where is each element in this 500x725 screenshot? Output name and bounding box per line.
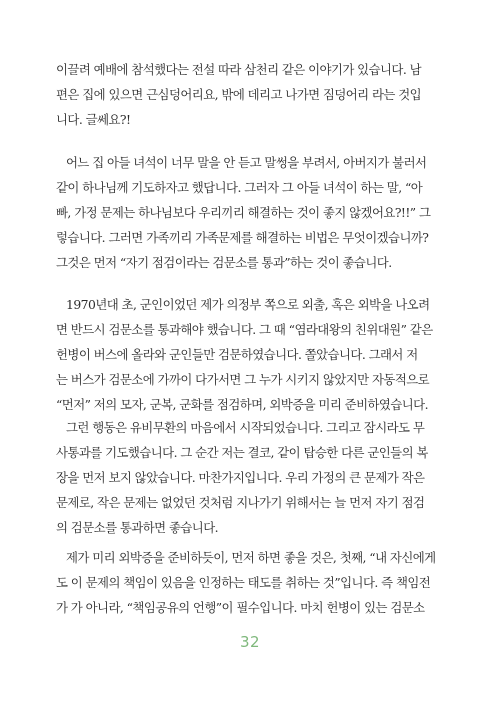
paragraph-4 [56,415,438,540]
text-line: 그것은 먼저 “자기 점검이라는 검문소를 통과”하는 것이 좋습니다. [56,255,392,270]
text-line: 장을 먼저 보지 않았습니다. 마찬가지입니다. 우리 가정의 큰 문제가 작은 [56,470,425,485]
text-line: 렇습니다. 그러면 가족끼리 가족문제를 해결하는 비법은 무엇이겠습니까? [56,230,429,245]
text-line: 는 버스가 검문소에 가까이 다가서면 그 누가 시키지 않았지만 자동적으로 [56,372,430,387]
text-line: 편은 집에 있으면 근심덩어리요, 밖에 데리고 나가면 짐덩어리 라는 것입 [56,87,422,102]
text-line: 같이 하나님께 기도하자고 했답니다. 그러자 그 아들 녀석이 하는 말, “아 [56,180,423,195]
paragraph-3 [56,292,438,417]
text-line: 사통과를 기도했습니다. 그 순간 저는 결코, 같이 탑승한 다른 군인들의 복 [56,445,428,460]
text-line: 도 이 문제의 책임이 있음을 인정하는 태도를 취하는 것”입니다. 즉 책임전 [56,575,431,590]
text-line: 문제로, 작은 문제는 없었던 것처럼 지나가기 위해서는 늘 먼저 자기 점검 [56,495,425,510]
text-line: 헌병이 버스에 올라와 군인들만 검문하였습니다. 쫄았습니다. 그래서 저 [56,347,418,362]
paragraph-2 [56,150,438,275]
text-line: 제가 미리 외박증을 준비하듯이, 먼저 하면 좋을 것은, 첫째, “내 자신에게 [66,550,436,565]
paragraph-5 [56,545,438,620]
text-line: 니다. 글쎄요?! [56,112,131,127]
text-line: 이끌려 예배에 참석했다는 전설 따라 삼천리 같은 이야기가 있습니다. 남 [56,62,422,77]
text-line: 가 가 아니라, “책임공유의 언행”이 필수입니다. 마치 헌병이 있는 검문소 [56,600,425,615]
text-line: 그런 행동은 유비무환의 마음에서 시작되었습니다. 그리고 잠시라도 무 [66,420,425,435]
text-line: 어느 집 아들 녀석이 너무 말을 안 듣고 말썽을 부려서, 아버지가 불러서 [66,155,427,170]
text-line: 의 검문소를 통과하면 좋습니다. [56,520,219,535]
text-line: 빠, 가정 문제는 하나님보다 우리끼리 해결하는 것이 좋지 않겠어요?!!” 그 [56,205,431,220]
text-line: 1970년대 초, 군인이었던 제가 의정부 쪽으로 외출, 혹은 외박을 나오려 [66,297,430,312]
page-number: 32 [239,633,261,651]
text-line: “먼저” 저의 모자, 군복, 군화를 점검하며, 외박증을 미리 준비하였습니다. [56,397,428,412]
paragraph-1 [56,57,438,132]
text-line: 면 반드시 검문소를 통과해야 했습니다. 그 때 “염라대왕의 친위대원” 같은 [56,322,433,337]
